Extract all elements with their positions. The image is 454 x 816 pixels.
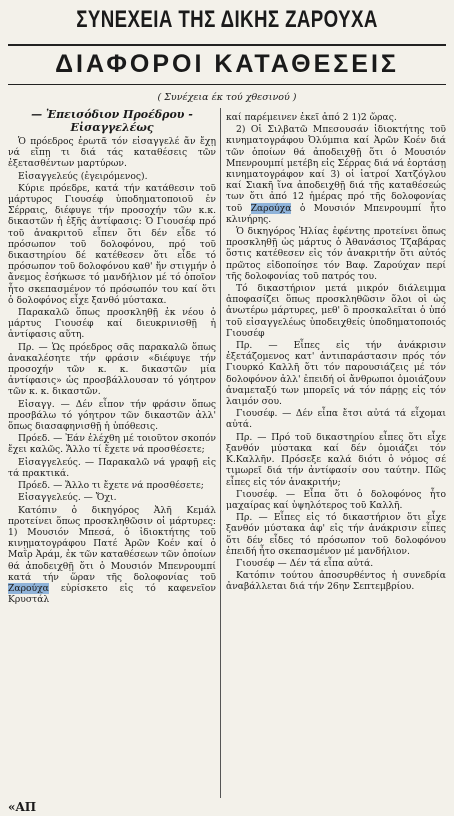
continued-note: ( Συνέχεια έκ τού χθεσινού ) xyxy=(157,92,297,103)
paragraph: Ὁ δικηγόρος Ἠλίας ἐφέντης προτείνει ὅπως προσκληθῇ ὡς μάρτυς ὁ Ἀθανάσιος Τζαβάρας ὅστις κατέθεσεν εἰς τόν ἀνακριτήν ὅτι αὐτός πρῶτος εἰδοποίησε τόν Βαφ. Ζαρούχαν περί τῆς δολοφονίας τοῦ πατρός του. xyxy=(226,226,446,282)
paragraph: Εἰσαγγελεύς. — Παρακαλῶ νά γραφῇ εἰς τά πρακτικά. xyxy=(8,456,216,479)
paragraph: Γιουσέφ — Δέν τά εἶπα αὐτά. xyxy=(236,557,374,569)
next-article-fragment: «ΑΠ xyxy=(8,800,37,814)
paragraph: Πρ. — Εἶπες εἰς τό δικαστήριον ὅτι εἶχε ξανθόν μύστακα ἀφ' εἰς τήν ἀνάκρισιν εἶπες ὅτι δέν εἶδες τό πρόσωπον τοῦ δολοφόνου ἐπειδή ἦτο σκεπασμένον μέ μανδήλιον. xyxy=(226,512,446,557)
highlighted-word[interactable]: Ζαρούχα xyxy=(250,202,292,214)
paragraph: Εἰσαγγελεύς. — Ὄχι. xyxy=(18,492,117,504)
paragraph: Παρακαλῶ ὅπως προσκληθῇ ἐκ νέου ὁ μάρτυς Γιουσέφ καί διευκρινισθῇ ἡ ἀντίφασις αὕτη. xyxy=(8,307,216,341)
paragraph: Κατόπιν τούτου ἀποσυρθέντος ἡ συνεδρία ἀναβάλλεται διά τήν 26ην Σεπτεμβρίου. xyxy=(226,570,446,593)
subheadline-rule xyxy=(8,84,446,85)
headline-rule xyxy=(8,44,446,46)
paragraph-tail: εὑρίσκετο εἰς τό καφενεῖον Κρυστάλ xyxy=(8,582,216,606)
paragraph: Πρ. — Ὡς πρόεδρος σᾶς παρακαλῶ ὅπως ἀνακαλέσητε τήν φράσιν «διέφυγε τήν προσοχήν τῶν κ. κ. δικαστῶν μία ἀντίφασις» ὡς προσβάλλουσαν τό γόητρον τῶν κ. κ. δικαστῶν. xyxy=(8,341,216,398)
paragraph-with-highlight xyxy=(226,124,446,225)
paragraph: καί παρέμεινεν ἐκεῖ ἀπό 2 1)2 ὥρας. xyxy=(226,112,397,123)
paragraph-text: Κατόπιν ὁ δικηγόρος Ἀλῆ Κεμάλ προτείνει ὅπως προσκληθῶσιν οἱ μάρτυρες: 1) Μουσιόν Μπεσά, ὁ ἰδιοκτήτης τοῦ κινηματογράφου Πατέ Ἀρῶν Κοέν καί ὁ Μαῒρ Ἀράμ, ἐκ τῶν καταθέσεων τῶν ὁποίων θά ἀποδειχθῇ ὅτι ὁ Μουσιόν Μπενρουμπί κατά τήν ὥραν τῆς δολοφονίας τοῦ xyxy=(8,504,216,583)
right-column xyxy=(226,112,446,594)
paragraph: Πρ. — Εἶπες εἰς τήν ἀνάκρισιν ἐξετάζομενος κατ' ἀντιπαράστασιν πρός τόν Γιουρκό Καλλῆ ὅτι τόν παρουσιάζεις μέ τόν δολοφόνον ἀλλ' ἐπειδή οἱ ἄνθρωποι ὁμοιάζουν ἀναμεταξύ των μπορεῖς νά τόν πάρῃς εἰς τόν λαιμόν σου. xyxy=(226,340,446,408)
paragraph: Πρόεδ. — Ἐάν ἐλέχθη μέ τοιοῦτον σκοπόν ἔχει καλῶς. Ἄλλο τί ἔχετε νά προσθέσετε; xyxy=(8,433,216,456)
column-divider xyxy=(220,108,221,798)
highlighted-word[interactable]: Ζαρούχα xyxy=(8,582,49,594)
paragraph: Γιουσέφ. — Δέν εἶπα ἔτσι αὐτά τά εἶχομαι αὐτά. xyxy=(226,408,446,431)
paragraph: Τό δικαστήριον μετά μικρόν διάλειμμα ἀποφασίζει ὅπως προσκληθῶσιν ὅλοι οἱ ὡς ἀνωτέρω μάρτυρες, μεθ' ὃ προσκαλεῖται ὁ ὑπό τοῦ εἰσαγγελέως ὑποδειχθείς ὑποδηματοποιός Γιουσέφ xyxy=(226,283,446,339)
paragraph: Γιουσέφ. — Εἶπα ὅτι ὁ δολοφόνος ἦτο μαχαίρας καί ὑψηλότερος τοῦ Καλλῆ. xyxy=(226,488,446,511)
headline: ΣΥΝΕΧΕΙΑ ΤΗΣ ΔΙΚΗΣ ΖΑΡΟΥΧΑ xyxy=(76,6,378,33)
paragraph-text: 2) Οἱ Σιλβατῶ Μπεσουσάν ἰδιοκτήτης τοῦ κινηματογράφου Ὀλύμπια καί Ἀρῶν Κοέν διά τῶν ὁποίων θά ἀποδειχθῇ ὅτι ὁ Μουσιόν Μπενρουμπί μετέβη εἰς Σέρρας διά νά ἐορτάσῃ κινηματογράφον καί 3) οἱ ἰατροί Χατζόγλου καί Σιακῆ ἵνα ἀποδειχθῇ διά τῆς καταθέσεώς των ὅτι ἀπό 12 ἡμέρας πρό τῆς δολοφονίας τοῦ xyxy=(226,124,446,214)
paragraph-tail: ὁ Μουσιόν Μπενρουμπί ἦτο κλινήρης. xyxy=(226,202,447,225)
paragraph: Κύριε πρόεδρε, κατά τήν κατάθεσιν τοῦ μάρτυρος Γιουσέφ ὑποδηματοποιοῦ ἐν Σέρραις, διέφυγε τήν προσοχήν τῶν κ.κ. δικαστῶν ἡ ἑξῆς ἀντίφασις: Ὁ Γιουσέφ πρό τοῦ ἀνακριτοῦ εἶπεν ὅτι δέν εἶδε τό πρόσωπον τοῦ δολοφόνου, πρό τοῦ δικαστηρίου δέ κατέθεσεν ὅτι εἶδε τό πρόσωπον τοῦ δολοφόνου καθ' ἥν στιγμήν ὁ ἄνεμος ἐσήκωσε τό μανδήλιον μέ τό ὁποῖον ἦτο σκεπασμένον τό πρόσωπόν του καί ὅτι ὁ δολοφόνος εἶχε ξανθό μύστακα. xyxy=(8,182,216,306)
subheadline: ΔΙΑΦΟΡΟΙ ΚΑΤΑΘΕΣΕΙΣ xyxy=(55,50,399,78)
paragraph-with-highlight xyxy=(8,505,216,606)
paragraph: Εἰσαγγελεύς (ἐγειρόμενος). xyxy=(18,170,148,182)
paragraph: Πρόεδ. — Ἄλλο τι ἔχετε νά προσθέσετε; xyxy=(18,480,204,492)
section-title: — Ἐπεισόδιον Προέδρου - Εἰσαγγελέως xyxy=(31,108,193,134)
paragraph: Εἰσαγγ. — Δέν εἶπον τήν φράσιν ὅπως προσβάλω τό γόητρον τῶν δικαστῶν ἀλλ' ὅπως διασαφηνισθῇ ἡ ὑπόθεσις. xyxy=(8,398,216,433)
paragraph: Πρ. — Πρό τοῦ δικαστηρίου εἶπες ὅτι εἶχε ξανθόν μύστακα καί δέν ὁμοιάζει τόν Κ.Καλλῆν. Πρόσεξε καλά διότι ὁ νόμος σέ τιμωρεῖ διά τήν ἀντίφασίν σου ταύτην. Πῶς εἶπες εἰς τόν ἀνακριτήν; xyxy=(226,431,446,488)
paragraph: Ὁ πρόεδρος ἐρωτᾶ τόν εἰσαγγελέ ἄν ἔχῃ νά εἴπῃ τι διά τάς καταθέσεις τῶν ἐξετασθέντων μαρτύρων. xyxy=(8,136,216,170)
left-column xyxy=(8,108,216,606)
